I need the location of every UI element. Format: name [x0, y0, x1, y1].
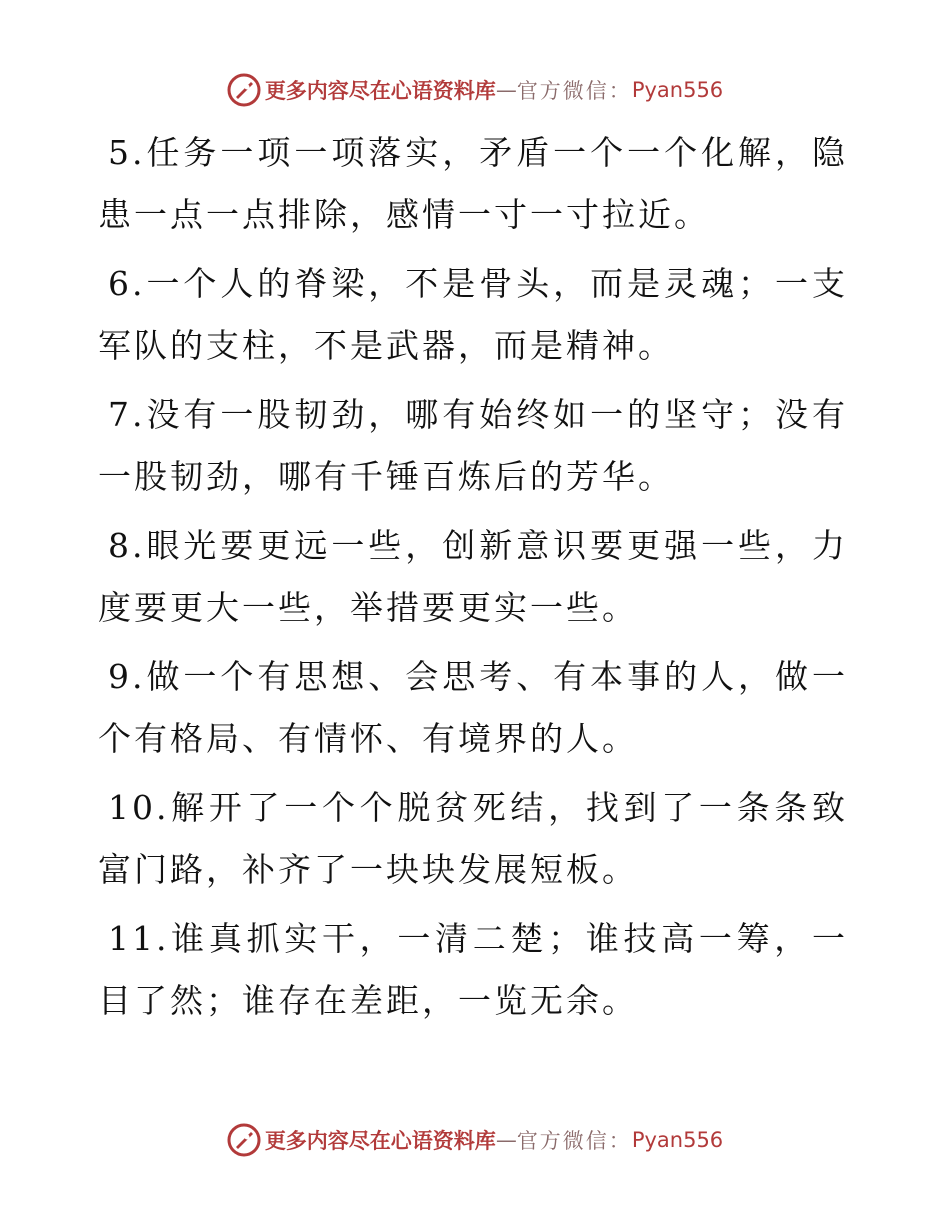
watermark-brand: 更多内容尽在心语资料库 — [264, 1128, 496, 1153]
paragraph-7: 7.没有一股韧劲，哪有始终如一的坚守；没有一股韧劲，哪有千锤百炼后的芳华。 — [98, 395, 848, 496]
paragraph-8: 8.眼光要更远一些，创新意识要更强一些，力度要更大一些，举措要更实一些。 — [98, 526, 848, 627]
watermark-account: Pyan556 — [631, 1128, 724, 1152]
paragraph-11: 11.谁真抓实干，一清二楚；谁技高一筹，一目了然；谁存在差距，一览无余。 — [98, 919, 848, 1020]
paragraph-5: 5.任务一项一项落实，矛盾一个一个化解，隐患一点一点排除，感情一寸一寸拉近。 — [98, 133, 848, 234]
watermark-separator: — — [495, 1128, 517, 1152]
watermark-official-label: 官方微信： — [516, 79, 632, 103]
header-watermark — [0, 70, 950, 110]
footer-watermark — [0, 1120, 950, 1160]
watermark-brand: 更多内容尽在心语资料库 — [264, 78, 496, 103]
watermark-separator: — — [495, 78, 517, 102]
paragraph-6: 6.一个人的脊梁，不是骨头，而是灵魂；一支军队的支柱，不是武器，而是精神。 — [98, 264, 848, 365]
paragraph-9: 9.做一个有思想、会思考、有本事的人，做一个有格局、有情怀、有境界的人。 — [98, 657, 848, 758]
watermark-official-label: 官方微信： — [516, 1129, 632, 1153]
paragraph-10: 10.解开了一个个脱贫死结，找到了一条条致富门路，补齐了一块块发展短板。 — [98, 788, 848, 889]
watermark-account: Pyan556 — [631, 78, 724, 102]
quill-logo-icon — [227, 1123, 261, 1157]
document-body — [98, 122, 848, 1039]
quill-logo-icon — [227, 73, 261, 107]
